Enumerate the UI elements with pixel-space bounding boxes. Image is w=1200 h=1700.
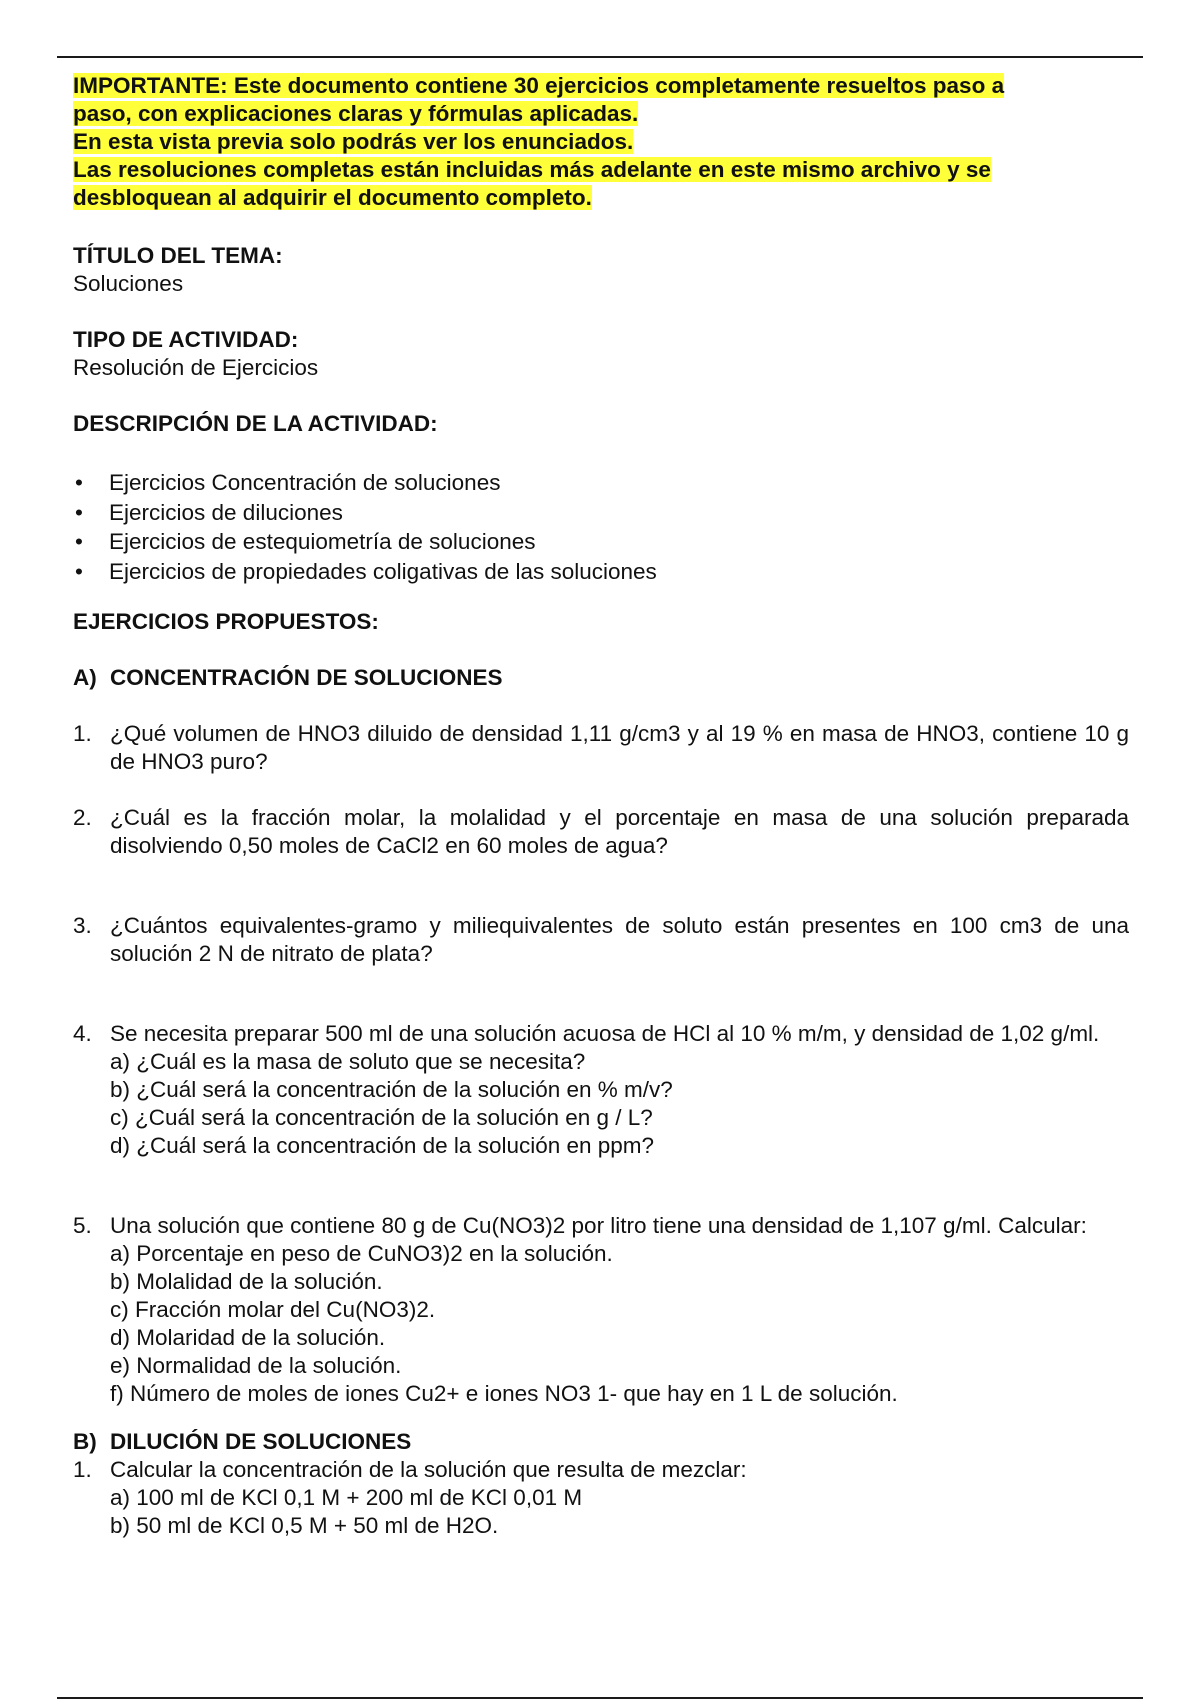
description-block bbox=[73, 410, 1129, 586]
notice-line: Las resoluciones completas están incluidas más adelante en este mismo archivo y se bbox=[73, 157, 991, 182]
exercise-a3 bbox=[73, 912, 1129, 968]
exercise-number: 5. bbox=[73, 1213, 92, 1238]
list-item-text: Ejercicios Concentración de soluciones bbox=[109, 470, 501, 495]
exercise-text: ¿Cuál es la fracción molar, la molalidad y el porcentaje en masa de una solución preparada disolviendo 0,50 moles de CaCl2 en 60 moles de agua? bbox=[110, 805, 1129, 858]
exercise-subitem: c) ¿Cuál será la concentración de la solución en g / L? bbox=[110, 1105, 653, 1130]
bullet-icon: • bbox=[75, 499, 83, 525]
important-notice bbox=[73, 72, 1129, 212]
document-page bbox=[73, 72, 1129, 1540]
notice-line: desbloquean al adquirir el documento completo. bbox=[73, 185, 592, 210]
exercise-subitem: d) ¿Cuál será la concentración de la solución en ppm? bbox=[110, 1133, 655, 1158]
exercise-subitem: c) Fracción molar del Cu(NO3)2. bbox=[110, 1297, 436, 1322]
exercise-subitem: b) 50 ml de KCl 0,5 M + 50 ml de H2O. bbox=[110, 1513, 499, 1538]
exercise-text: Una solución que contiene 80 g de Cu(NO3)2 por litro tiene una densidad de 1,107 g/ml. Calcular: bbox=[110, 1213, 1087, 1238]
proposed-label: EJERCICIOS PROPUESTOS: bbox=[73, 609, 379, 634]
list-item-text: Ejercicios de diluciones bbox=[109, 499, 343, 525]
exercise-subitem: e) Normalidad de la solución. bbox=[110, 1353, 402, 1378]
exercise-subitem: a) Porcentaje en peso de CuNO3)2 en la solución. bbox=[110, 1241, 613, 1266]
section-a-heading bbox=[73, 664, 1129, 692]
exercise-subitem: a) 100 ml de KCl 0,1 M + 200 ml de KCl 0,01 M bbox=[110, 1485, 583, 1510]
exercise-subitem: b) ¿Cuál será la concentración de la solución en % m/v? bbox=[110, 1077, 673, 1102]
bullet-icon: • bbox=[75, 558, 83, 584]
exercise-text: ¿Qué volumen de HNO3 diluido de densidad 1,11 g/cm3 y al 19 % en masa de HNO3, contiene 10 g de HNO3 puro? bbox=[110, 721, 1129, 774]
exercise-a2 bbox=[73, 804, 1129, 860]
list-item-text: Ejercicios de estequiometría de soluciones bbox=[109, 529, 536, 554]
exercise-number: 3. bbox=[73, 913, 92, 938]
topic-block bbox=[73, 242, 1129, 298]
activity-type-label: TIPO DE ACTIVIDAD: bbox=[73, 327, 299, 352]
bottom-rule bbox=[57, 1697, 1143, 1699]
exercise-b1 bbox=[73, 1456, 1129, 1540]
notice-line: paso, con explicaciones claras y fórmulas aplicadas. bbox=[73, 101, 639, 126]
section-b-heading bbox=[73, 1428, 1129, 1456]
exercise-subitem: a) ¿Cuál es la masa de soluto que se necesita? bbox=[110, 1049, 586, 1074]
exercise-subitem: b) Molalidad de la solución. bbox=[110, 1269, 383, 1294]
bullet-icon: • bbox=[75, 470, 83, 495]
topic-label: TÍTULO DEL TEMA: bbox=[73, 243, 283, 268]
section-a-letter: A) bbox=[73, 665, 97, 690]
notice-line: En esta vista previa solo podrás ver los enunciados. bbox=[73, 129, 634, 154]
section-b-letter: B) bbox=[73, 1429, 97, 1454]
description-list bbox=[73, 468, 1129, 586]
section-a-title: CONCENTRACIÓN DE SOLUCIONES bbox=[110, 665, 503, 690]
exercise-a4 bbox=[73, 1020, 1129, 1160]
list-item bbox=[73, 468, 1129, 498]
exercise-number: 1. bbox=[73, 721, 92, 746]
topic-value: Soluciones bbox=[73, 271, 184, 296]
list-item-text: Ejercicios de propiedades coligativas de las soluciones bbox=[109, 558, 657, 584]
exercise-text: Se necesita preparar 500 ml de una solución acuosa de HCl al 10 % m/m, y densidad de 1,02 g/ml. bbox=[110, 1021, 1100, 1046]
exercise-number: 1. bbox=[73, 1457, 92, 1482]
bullet-icon: • bbox=[75, 529, 83, 554]
list-item bbox=[73, 498, 1129, 528]
activity-type-value: Resolución de Ejercicios bbox=[73, 355, 319, 380]
notice-line: IMPORTANTE: Este documento contiene 30 ejercicios completamente resueltos paso a bbox=[73, 73, 1005, 98]
top-rule bbox=[57, 56, 1143, 58]
exercise-number: 2. bbox=[73, 805, 92, 830]
exercise-subitem: f) Número de moles de iones Cu2+ e iones NO3 1- que hay en 1 L de solución. bbox=[110, 1381, 898, 1406]
exercise-subitem: d) Molaridad de la solución. bbox=[110, 1325, 386, 1350]
activity-type-block bbox=[73, 326, 1129, 382]
exercise-text: Calcular la concentración de la solución que resulta de mezclar: bbox=[110, 1457, 747, 1482]
list-item bbox=[73, 557, 1129, 587]
exercise-number: 4. bbox=[73, 1021, 92, 1046]
list-item bbox=[73, 527, 1129, 557]
exercise-text: ¿Cuántos equivalentes-gramo y miliequivalentes de soluto están presentes en 100 cm3 de una solución 2 N de nitrato de plata? bbox=[110, 913, 1129, 966]
section-b-title: DILUCIÓN DE SOLUCIONES bbox=[110, 1429, 412, 1454]
description-label: DESCRIPCIÓN DE LA ACTIVIDAD: bbox=[73, 411, 438, 436]
exercise-a5 bbox=[73, 1212, 1129, 1408]
exercise-a1 bbox=[73, 720, 1129, 776]
